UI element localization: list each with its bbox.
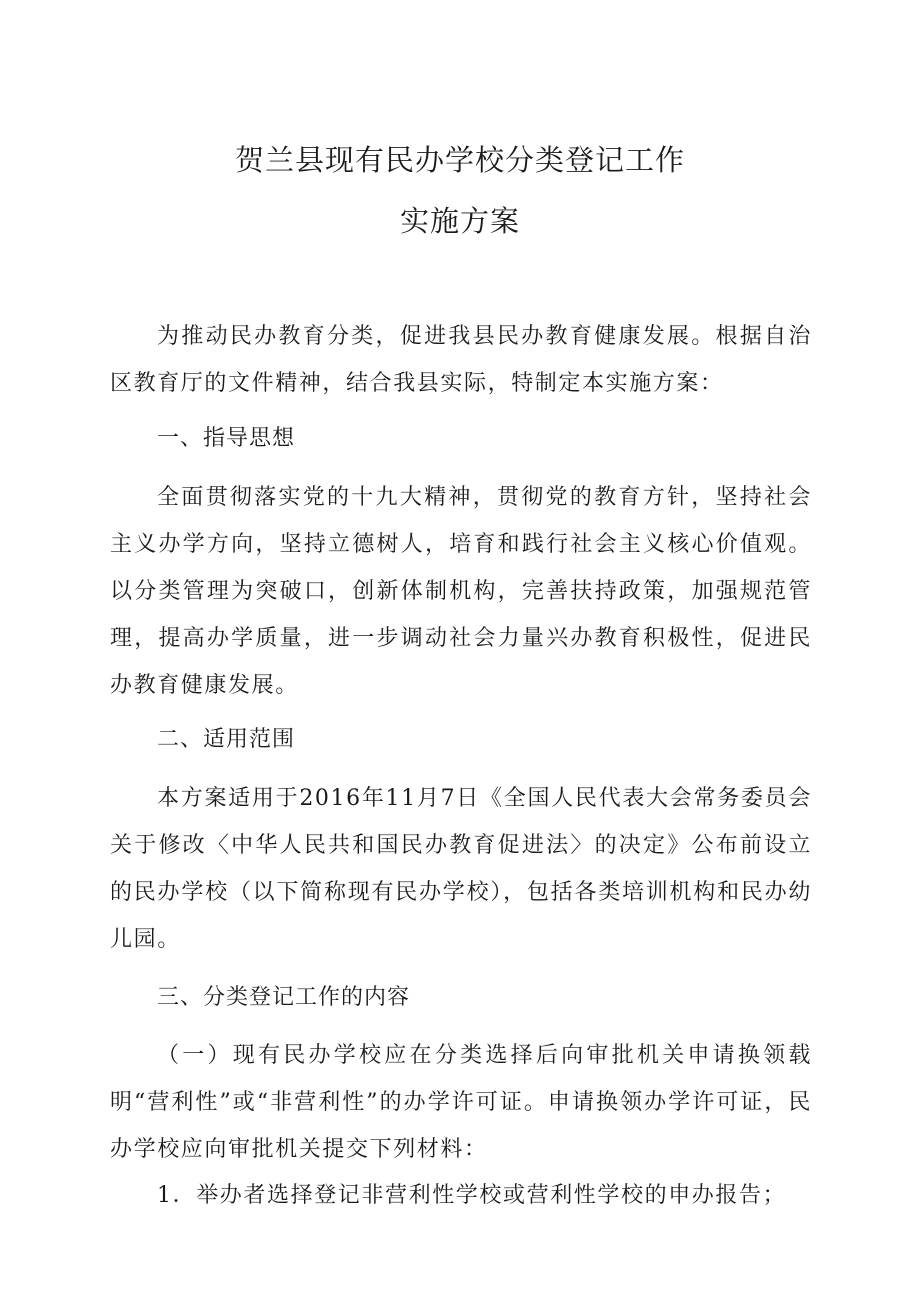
section-heading-scope: 二、适用范围 [157,727,296,752]
registration-content-paragraph: （一）现有民办学校应在分类选择后向审批机关申请换领载明“营利性”或“非营利性”的办学许可证。申请换领办学许可证，民办学校应向审批机关提交下列材料： [110,1043,812,1162]
intro-paragraph: 为推动民办教育分类，促进我县民办教育健康发展。根据自治区教育厅的文件精神，结合我县实际，特制定本实施方案： [110,324,812,396]
scope-paragraph: 本方案适用于2016年11月7日《全国人民代表大会常务委员会关于修改〈中华人民共和国民办教育促进法〉的决定》公布前设立的民办学校（以下简称现有民办学校），包括各类培训机构和民办幼儿园。 [110,786,812,952]
document-subtitle: 实施方案 [399,204,520,238]
document-title: 贺兰县现有民办学校分类登记工作 [234,143,685,177]
list-item: 1．举办者选择登记非营利性学校或营利性学校的申办报告； [157,1183,787,1208]
section-heading-registration-content: 三、分类登记工作的内容 [157,985,411,1010]
section-heading-guiding-ideology: 一、指导思想 [157,426,296,451]
guiding-ideology-paragraph: 全面贯彻落实党的十九大精神，贯彻党的教育方针，坚持社会主义办学方向，坚持立德树人，培育和践行社会主义核心价值观。以分类管理为突破口，创新体制机构，完善扶持政策，加强规范管理，提高办学质量，进一步调动社会力量兴办教育积极性，促进民办教育健康发展。 [110,485,812,698]
